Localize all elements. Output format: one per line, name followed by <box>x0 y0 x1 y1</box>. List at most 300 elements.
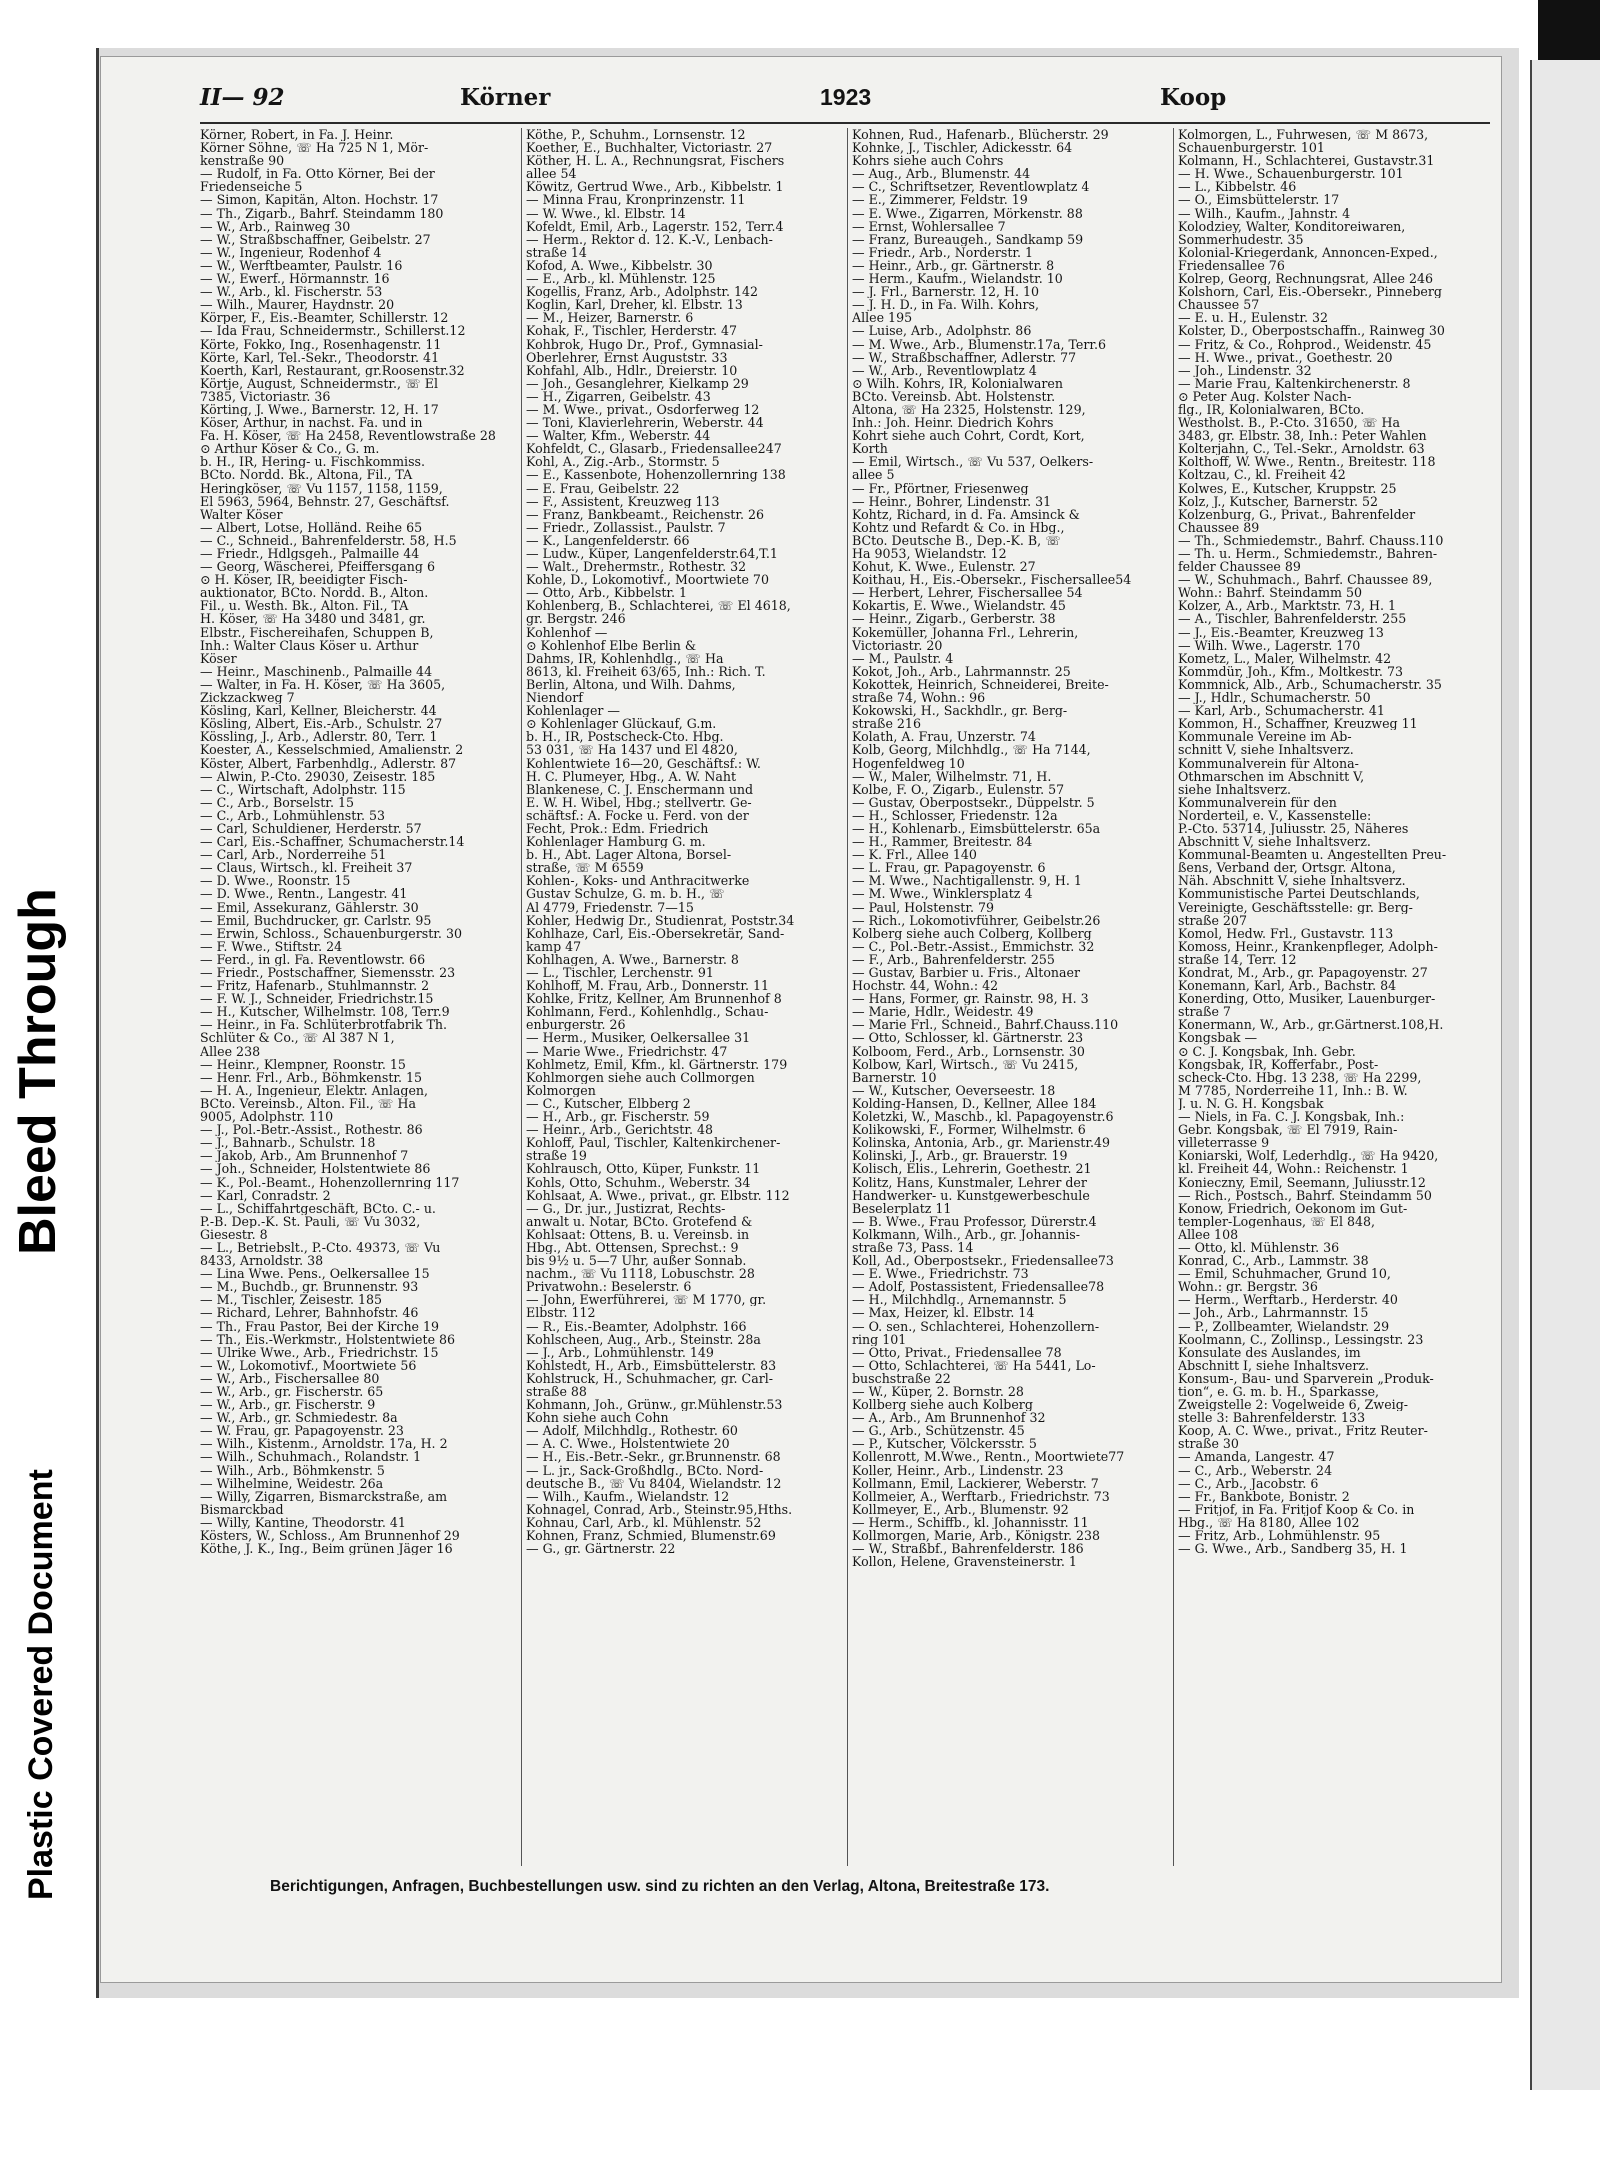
directory-line: — Marie, Hdlr., Weidestr. 49 <box>852 1005 1034 1019</box>
directory-line: — R., Eis.-Beamter, Adolphstr. 166 <box>526 1319 747 1333</box>
directory-line: Kolboom, Ferd., Arb., Lornsenstr. 30 <box>852 1044 1085 1058</box>
directory-line: Konrad, C., Arb., Lammstr. 38 <box>1178 1254 1369 1268</box>
directory-line: Konermann, W., Arb., gr.Gärtnerst.108,H. <box>1178 1018 1444 1032</box>
directory-line: — Rudolf, in Fa. Otto Körner, Bei der <box>200 167 435 181</box>
directory-line: — Carl, Schuldiener, Herderstr. 57 <box>200 821 422 836</box>
directory-line: Kolkmann, Wilh., Arb., gr. Johannis- <box>852 1227 1080 1241</box>
directory-line: Köthe, P., Schuhm., Lornsenstr. 12 <box>526 128 746 142</box>
directory-line: — Walter, in Fa. H. Köser, ☏ Ha 3605, <box>200 677 446 692</box>
directory-line: Kollmeier, A., Werftarb., Friedrichstr. 73 <box>852 1489 1110 1503</box>
directory-line: straße 30 <box>1178 1437 1239 1451</box>
directory-line: BCto. Vereinsb. Abt. Holstenstr. <box>852 389 1056 403</box>
directory-line: Kommunalverein für Altona- <box>1178 756 1359 770</box>
directory-line: Elbstr. 112 <box>526 1306 596 1320</box>
directory-line: Kolzer, A., Arb., Marktstr. 73, H. 1 <box>1178 599 1397 613</box>
plastic-covered-label: Plastic Covered Document <box>22 1469 60 1900</box>
directory-line: — H., Arb., gr. Fischerstr. 59 <box>526 1110 710 1124</box>
directory-line: J. u. N. G. H. Kongsbak <box>1178 1096 1324 1111</box>
directory-line: H. C. Plumeyer, Hbg., A. W. Naht <box>526 769 737 783</box>
directory-line: — H. Wwe., privat., Goethestr. 20 <box>1178 350 1393 364</box>
directory-line: — Fritz, Arb., Lohmühlenstr. 95 <box>1178 1529 1381 1543</box>
directory-line: Kommdür, Joh., Kfm., Moltkestr. 73 <box>1178 664 1403 678</box>
directory-line: — Friedr., Postschaffner, Siemensstr. 23 <box>200 966 456 980</box>
directory-line: Kösters, W., Schloss., Am Brunnenhof 29 <box>200 1529 460 1543</box>
directory-line: Kohtz und Refardt & Co. in Hbg., <box>852 520 1065 534</box>
directory-line: — F. Wwe., Stiftstr. 24 <box>200 939 343 953</box>
directory-line: Körte, Fokko, Ing., Rosenhagenstr. 11 <box>200 337 442 351</box>
directory-line: Kolster, D., Oberpostschaffn., Rainweg 30 <box>1178 324 1445 338</box>
directory-line: straße 14 <box>526 245 587 259</box>
directory-line: Fecht, Prok.: Edm. Friedrich <box>526 821 709 836</box>
directory-line: — Emil, Wirtsch., ☏ Vu 537, Oelkers- <box>852 455 1094 469</box>
directory-line: Konsum-, Bau- und Sparverein „Produk- <box>1178 1371 1434 1385</box>
directory-line: — Otto, Privat., Friedensallee 78 <box>852 1345 1062 1359</box>
directory-line: auktionator, BCto. Nordd. B., Alton. <box>200 586 429 600</box>
directory-line: — E., Arb., kl. Mühlenstr. 125 <box>526 272 716 286</box>
directory-line: — G. Wwe., Arb., Sandberg 35, H. 1 <box>1178 1542 1408 1556</box>
directory-line: — J., Bahnarb., Schulstr. 18 <box>200 1136 376 1150</box>
directory-line: — Wilh., Schuhmach., Rolandstr. 1 <box>200 1450 422 1464</box>
column-divider <box>1173 128 1174 1866</box>
directory-line: Walter Köser <box>200 507 283 521</box>
directory-line: — Franz, Bureaugeh., Sandkamp 59 <box>852 232 1084 246</box>
directory-line: — Otto, Schlachterei, ☏ Ha 5441, Lo- <box>852 1358 1096 1372</box>
directory-line: Körting, J. Wwe., Barnerstr. 12, H. 17 <box>200 402 439 417</box>
directory-line: Allee 108 <box>1178 1227 1239 1241</box>
directory-line: straße 14, Terr. 12 <box>1178 952 1297 966</box>
directory-line: ⊙ Wilh. Kohrs, IR, Kolonialwaren <box>852 376 1063 390</box>
directory-line: Kohlmorgen siehe auch Collmorgen <box>526 1070 755 1084</box>
directory-line: Friedenseiche 5 <box>200 180 303 194</box>
directory-line: — H., Zigarren, Geibelstr. 43 <box>526 389 711 403</box>
directory-line: — F. W. J., Schneider, Friedrichstr.15 <box>200 992 434 1006</box>
directory-line: kenstraße 90 <box>200 154 285 168</box>
directory-line: Kolthoff, W. Wwe., Rentn., Breitestr. 118 <box>1178 455 1436 469</box>
directory-line: b. H., Abt. Lager Altona, Borsel- <box>526 848 732 862</box>
directory-line: — M., Heizer, Barnerstr. 6 <box>526 311 694 325</box>
directory-line: Kommon, H., Schaffner, Kreuzweg 11 <box>1178 717 1418 731</box>
column-divider <box>521 128 522 1866</box>
directory-line: — Ida Frau, Schneidermstr., Schillerst.12 <box>200 324 466 338</box>
directory-line: — Karl, Conradstr. 2 <box>200 1188 331 1202</box>
directory-line: Allee 238 <box>200 1044 261 1058</box>
directory-line: — Heinr., Arb., gr. Gärtnerstr. 8 <box>852 258 1055 273</box>
directory-line: Dahms, IR, Kohlenhdlg., ☏ Ha <box>526 651 724 665</box>
directory-line: 8433, Arnoldstr. 38 <box>200 1254 324 1268</box>
directory-line: — Joh., Arb., Lahrmannstr. 15 <box>1178 1306 1369 1320</box>
directory-line: scheck-Cto. Hbg. 13 238, ☏ Ha 2299, <box>1178 1070 1422 1084</box>
directory-line: — Willy, Kantine, Theodorstr. 41 <box>200 1515 406 1530</box>
directory-line: — Fr., Pförtner, Friesenweg <box>852 481 1029 495</box>
directory-line: Kommnick, Alb., Arb., Schumacherstr. 35 <box>1178 677 1442 692</box>
directory-line: — Th., Eis.-Werkmstr., Holstentwiete 86 <box>200 1332 456 1346</box>
directory-line: — Herbert, Lehrer, Fischersallee 54 <box>852 586 1083 600</box>
directory-line: — L., Tischler, Lerchenstr. 91 <box>526 966 714 980</box>
header-last-entry: Koop <box>1160 84 1227 111</box>
directory-line: Köser, Arthur, in nachst. Fa. und in <box>200 416 423 430</box>
directory-line: — Alwin, P.-Cto. 29030, Zeisestr. 185 <box>200 769 436 783</box>
directory-line: 3483, gr. Elbstr. 38, Inh.: Peter Wahlen <box>1178 429 1427 443</box>
directory-line: — Otto, Arb., Kibbelstr. 1 <box>526 586 688 600</box>
directory-line: — Richard, Lehrer, Bahnhofstr. 46 <box>200 1306 419 1320</box>
directory-line: — H., Rammer, Breitestr. 84 <box>852 835 1033 849</box>
directory-line: allee 54 <box>526 167 577 181</box>
directory-line: Privatwohn.: Beselerstr. 6 <box>526 1280 692 1294</box>
directory-line: Kohlentwiete 16—20, Geschäftsf.: W. <box>526 756 761 770</box>
directory-line: Körper, F., Eis.-Beamter, Schillerstr. 12 <box>200 311 449 325</box>
directory-line: Kolb, Georg, Milchhdlg., ☏ Ha 7144, <box>852 743 1091 757</box>
directory-line: Kohlstruck, H., Schuhmacher, gr. Carl- <box>526 1371 774 1385</box>
directory-line: Koerth, Karl, Restaurant, gr.Roosenstr.32 <box>200 363 465 377</box>
directory-line: — F., Arb., Bahrenfelderstr. 255 <box>852 952 1055 966</box>
directory-line: — Wilh. Wwe., Lagerstr. 170 <box>1178 638 1361 652</box>
directory-line: — W., Arb., gr. Fischerstr. 9 <box>200 1398 376 1412</box>
directory-line: flg., IR, Kolonialwaren, BCto. <box>1178 402 1365 417</box>
directory-line: Kohlhagen, A. Wwe., Barnerstr. 8 <box>526 952 739 966</box>
directory-line: — Herm., Schiffb., kl. Johannisstr. 11 <box>852 1515 1089 1530</box>
directory-line: Kokowski, H., Sackhdlr., gr. Berg- <box>852 704 1068 718</box>
directory-line: — Th., Frau Pastor, Bei der Kirche 19 <box>200 1319 440 1333</box>
directory-line: — Herm., Rektor d. 12. K.-V., Lenbach- <box>526 232 773 246</box>
directory-line: — J. H. D., in Fa. Wilh. Kohrs, <box>852 298 1040 312</box>
directory-line: — C., Arb., Lohmühlenstr. 53 <box>200 808 385 822</box>
directory-line: — M. Wwe., privat., Osdorferweg 12 <box>526 402 760 417</box>
directory-line: Koop, A. C. Wwe., privat., Fritz Reuter- <box>1178 1424 1428 1438</box>
directory-line: Koolmann, C., Zollinsp., Lessingstr. 23 <box>1178 1332 1424 1346</box>
directory-line: — H., Kohlenarb., Eimsbüttelerstr. 65a <box>852 821 1101 836</box>
directory-line: allee 5 <box>852 468 895 482</box>
publisher-footer: Berichtigungen, Anfragen, Buchbestellungen usw. sind zu richten an den Verlag, Altona, Breitestraße 173. <box>270 1878 1050 1895</box>
directory-line: — W. Frau, gr. Papagoyenstr. 23 <box>200 1424 404 1438</box>
directory-line: — Friedr., Zollassist., Paulstr. 7 <box>526 520 726 534</box>
directory-line: — E., Zimmerer, Feldstr. 19 <box>852 193 1028 207</box>
directory-line: Kolrep, Georg, Rechnungsrat, Allee 246 <box>1178 272 1434 286</box>
directory-line: buschstraße 22 <box>852 1371 951 1385</box>
directory-line: Niendorf <box>526 691 583 705</box>
directory-line: Kokot, Joh., Arb., Lahrmannstr. 25 <box>852 664 1071 678</box>
directory-line: Kolbow, Karl, Wirtsch., ☏ Vu 2415, <box>852 1057 1079 1071</box>
directory-line: — J., Hdlr., Schumacherstr. 50 <box>1178 691 1371 705</box>
directory-line: — Aug., Arb., Blumenstr. 44 <box>852 167 1031 181</box>
directory-line: — L., Schiffahrtgeschäft, BCto. C.- u. <box>200 1201 436 1215</box>
directory-line: — C., Kutscher, Elbberg 2 <box>526 1096 691 1111</box>
directory-line: Komoss, Heinr., Krankenpfleger, Adolph- <box>1178 939 1438 953</box>
directory-line: — W., Arb., Fischersallee 80 <box>200 1371 380 1385</box>
column-3 <box>852 128 1168 1908</box>
column-divider <box>847 128 848 1866</box>
directory-line: — O., Eimsbüttelerstr. 17 <box>1178 193 1340 207</box>
directory-line: — Friedr., Arb., Norderstr. 1 <box>852 245 1034 259</box>
directory-line: 9005, Adolphstr. 110 <box>200 1110 334 1124</box>
directory-line: straße 74, Wohn.: 96 <box>852 691 986 705</box>
directory-line: Kohlsaat: Ottens, B. u. Vereinsb. in <box>526 1227 750 1241</box>
directory-line: Gustav Schulze, G. m. b. H., ☏ <box>526 887 725 901</box>
directory-line: Heringköser, ☏ Vu 1157, 1158, 1159, <box>200 481 443 495</box>
directory-line: Köther, H. L. A., Rechnungsrat, Fischers <box>526 154 785 168</box>
directory-line: — A., Tischler, Bahrenfelderstr. 255 <box>1178 612 1407 626</box>
directory-line: — E. Wwe., Zigarren, Mörkenstr. 88 <box>852 206 1083 220</box>
directory-line: Hbg., ☏ Ha 8180, Allee 102 <box>1178 1515 1360 1530</box>
directory-line: — Th. u. Herm., Schmiedemstr., Bahren- <box>1178 547 1438 561</box>
directory-line: Kolath, A. Frau, Unzerstr. 74 <box>852 730 1036 744</box>
directory-line: 53 031, ☏ Ha 1437 und El 4820, <box>526 743 738 757</box>
directory-line: ⊙ Kohlenlager Glückauf, G.m. <box>526 717 717 731</box>
directory-line: — Georg, Wäscherei, Pfeiffersgang 6 <box>200 560 435 574</box>
directory-line: — G., Dr. jur., Justizrat, Rechts- <box>526 1201 726 1215</box>
directory-line: — Toni, Klavierlehrerin, Weberstr. 44 <box>526 416 764 430</box>
directory-line: — Joh., Lindenstr. 32 <box>1178 363 1312 377</box>
directory-line: — K. Frl., Allee 140 <box>852 848 977 862</box>
directory-line: Kolmann, H., Schlachterei, Gustavstr.31 <box>1178 154 1435 168</box>
directory-line: Kohfahl, Alb., Hdlr., Dreierstr. 10 <box>526 363 738 377</box>
directory-line: Gebr. Kongsbak, ☏ El 7919, Rain- <box>1178 1123 1398 1137</box>
directory-line: felder Chaussee 89 <box>1178 560 1301 574</box>
directory-line: Kolodziey, Walter, Konditoreiwaren, <box>1178 219 1406 233</box>
directory-line: — C., Arb., Borselstr. 15 <box>200 795 354 809</box>
directory-line: ⊙ Kohlenhof Elbe Berlin & <box>526 638 697 652</box>
directory-line: — Herm., Musiker, Oelkersallee 31 <box>526 1031 751 1045</box>
directory-line: — W., Lokomotivf., Moortwiete 56 <box>200 1358 417 1372</box>
directory-line: 8613, kl. Freiheit 63/65, Inh.: Rich. T. <box>526 664 766 678</box>
directory-line: Kohnke, J., Tischler, Adickesstr. 64 <box>852 141 1073 155</box>
directory-line: — W., Straßbschaffner, Adlerstr. 77 <box>852 350 1077 364</box>
directory-line: stelle 3: Bahrenfelderstr. 133 <box>1178 1411 1366 1425</box>
directory-line: — Albert, Lotse, Holländ. Reihe 65 <box>200 520 423 534</box>
directory-line: — H., Eis.-Betr.-Sekr., gr.Brunnenstr. 68 <box>526 1450 781 1464</box>
directory-line: kamp 47 <box>526 939 582 953</box>
directory-line: — Heinr., Maschinenb., Palmaille 44 <box>200 664 433 678</box>
directory-line: P.-B. Dep.-K. St. Pauli, ☏ Vu 3032, <box>200 1214 421 1228</box>
directory-line: Beselerplatz 11 <box>852 1201 952 1215</box>
directory-line: Kohler, Hedwig Dr., Studienrat, Poststr.34 <box>526 913 795 927</box>
directory-line: Koglin, Karl, Dreher, kl. Elbstr. 13 <box>526 298 743 312</box>
directory-line: Kollmorgen, Marie, Arb., Königstr. 238 <box>852 1529 1101 1543</box>
directory-line: — H., Kutscher, Wilhelmstr. 108, Terr.9 <box>200 1005 450 1019</box>
directory-line: — W., Arb., Rainweg 30 <box>200 219 351 233</box>
directory-line: Kometz, L., Maler, Wilhelmstr. 42 <box>1178 651 1392 665</box>
directory-line: E. W. H. Wibel, Hbg.; stellvertr. Ge- <box>526 795 752 809</box>
directory-line: kl. Freiheit 44, Wohn.: Reichenstr. 1 <box>1178 1162 1409 1176</box>
directory-line: — M. Wwe., Arb., Blumenstr.17a, Terr.6 <box>852 337 1107 351</box>
directory-line: — W., Ewerf., Hörmannstr. 16 <box>200 272 390 286</box>
directory-line: — M., Tischler, Zeisestr. 185 <box>200 1293 383 1307</box>
directory-line: Kohle, D., Lokomotivf., Moortwiete 70 <box>526 573 769 587</box>
directory-line: — W., Arb., gr. Schmiedestr. 8a <box>200 1411 398 1425</box>
directory-line: — Emil, Schuhmacher, Grund 10, <box>1178 1267 1391 1281</box>
scan-corner-shadow <box>1538 0 1600 60</box>
directory-line: Koltzau, C., kl. Freiheit 42 <box>1178 468 1346 482</box>
directory-line: ⊙ Peter Aug. Kolster Nach- <box>1178 389 1352 403</box>
directory-line: Kommunalverein für den <box>1178 795 1337 809</box>
directory-line: — Fritz, & Co., Rohprod., Weidenstr. 45 <box>1178 337 1432 351</box>
directory-line: Chaussee 89 <box>1178 520 1260 534</box>
directory-line: Schlüter & Co., ☏ Al 387 N 1, <box>200 1031 395 1045</box>
directory-line: — John, Ewerführerei, ☏ M 1770, gr. <box>526 1293 767 1307</box>
directory-line: — Jakob, Arb., Am Brunnenhof 7 <box>200 1149 409 1163</box>
directory-line: Kolmorgen, L., Fuhrwesen, ☏ M 8673, <box>1178 128 1429 142</box>
directory-line: — W., Schuhmach., Bahrf. Chaussee 89, <box>1178 573 1433 587</box>
directory-line: — Emil, Assekuranz, Gählerstr. 30 <box>200 900 419 914</box>
directory-line: — Fritjof, in Fa. Fritjof Koop & Co. in <box>1178 1502 1415 1516</box>
directory-line: — Minna Frau, Kronprinzenstr. 11 <box>526 193 746 207</box>
directory-line: Elbstr., Fischereihafen, Schuppen B, <box>200 625 434 639</box>
directory-line: — Karl, Arb., Schumacherstr. 41 <box>1178 704 1385 718</box>
directory-line: — Franz, Bankbeamt., Reichenstr. 26 <box>526 507 765 521</box>
directory-line: Berlin, Altona, und Wilh. Dahms, <box>526 677 736 692</box>
directory-line: — M. Wwe., Winklersplatz 4 <box>852 887 1033 901</box>
directory-line: Kolinska, Antonia, Arb., gr. Marienstr.49 <box>852 1136 1111 1150</box>
directory-line: Kohak, F., Tischler, Herderstr. 47 <box>526 324 738 338</box>
directory-line: Kohrt siehe auch Cohrt, Cordt, Kort, <box>852 429 1085 443</box>
directory-line: Chaussee 57 <box>1178 298 1260 312</box>
directory-line: enburgerstr. 26 <box>526 1018 626 1032</box>
directory-line: templer-Logenhaus, ☏ El 848, <box>1178 1214 1376 1228</box>
directory-line: — Wilh., Kistenm., Arnoldstr. 17a, H. 2 <box>200 1437 448 1451</box>
directory-line: Hochstr. 44, Wohn.: 42 <box>852 979 999 993</box>
header-rule <box>200 122 1490 124</box>
directory-line: Koll, Ad., Oberpostsekr., Friedensallee73 <box>852 1254 1114 1268</box>
directory-line: — P., Zollbeamter, Wielandstr. 29 <box>1178 1319 1390 1333</box>
directory-line: — Lina Wwe. Pens., Oelkersallee 15 <box>200 1267 430 1281</box>
directory-line: — C., Schriftsetzer, Reventlowplatz 4 <box>852 180 1090 194</box>
directory-line: Kolberg siehe auch Colberg, Kollberg <box>852 926 1092 940</box>
directory-line: — Paul, Holstenstr. 79 <box>852 900 995 914</box>
directory-line: — P., Kutscher, Völckersstr. 5 <box>852 1437 1037 1451</box>
directory-line: b. H., IR, Hering- u. Fischkommiss. <box>200 455 426 469</box>
directory-line: — Gustav, Barbier u. Fris., Altonaer <box>852 966 1081 980</box>
directory-line: — H., Schlosser, Friedenstr. 12a <box>852 808 1058 822</box>
directory-line: b. H., IR, Postscheck-Cto. Hbg. <box>526 730 724 744</box>
directory-line: straße 207 <box>1178 913 1247 927</box>
directory-line: Kondrat, M., Arb., gr. Papagoyenstr. 27 <box>1178 966 1428 980</box>
directory-line: straße, ☏ M 6559 <box>526 861 644 875</box>
directory-line: Kohl, A., Zig.-Arb., Stormstr. 5 <box>526 455 720 469</box>
directory-line: Kollberg siehe auch Kolberg <box>852 1398 1033 1412</box>
directory-line: Abschnitt V, siehe Inhaltsverz. <box>1178 835 1371 849</box>
directory-line: — G., Arb., Schützenstr. 45 <box>852 1424 1025 1438</box>
directory-line: Kohnagel, Conrad, Arb., Steinstr.95,Hths. <box>526 1502 793 1516</box>
directory-line: Koniarski, Wolf, Lederhdlg., ☏ Ha 9420, <box>1178 1149 1439 1163</box>
directory-line: Kolinski, J., Arb., gr. Brauerstr. 19 <box>852 1149 1068 1163</box>
directory-line: — Fritz, Hafenarb., Stuhlmannstr. 2 <box>200 979 430 993</box>
directory-line: siehe Inhaltsverz. <box>1178 782 1291 796</box>
directory-line: Kohfeldt, C., Glasarb., Friedensallee247 <box>526 442 782 456</box>
directory-line: Kommunistische Partei Deutschlands, <box>1178 887 1420 901</box>
directory-line: Kohlmetz, Emil, Kfm., kl. Gärtnerstr. 179 <box>526 1057 788 1071</box>
directory-line: — O. sen., Schlachterei, Hohenzollern- <box>852 1319 1100 1333</box>
directory-line: Bismarckbad <box>200 1502 284 1516</box>
directory-line: — Heinr., Bohrer, Lindenstr. 31 <box>852 494 1052 508</box>
directory-line: Wohn.: gr. Bergstr. 36 <box>1178 1280 1318 1294</box>
directory-line: straße 73, Pass. 14 <box>852 1240 974 1255</box>
directory-line: — Joh., Gesanglehrer, Kielkamp 29 <box>526 376 749 390</box>
directory-line: — D. Wwe., Roonstr. 15 <box>200 874 351 888</box>
directory-line: — Heinr., in Fa. Schlüterbrotfabrik Th. <box>200 1018 447 1032</box>
directory-line: — Wilh., Kaufm., Wielandstr. 12 <box>526 1489 730 1503</box>
directory-line: Westholst. B., P.-Cto. 31650, ☏ Ha <box>1178 416 1400 430</box>
directory-line: ⊙ H. Köser, IR, beeidigter Fisch- <box>200 573 408 587</box>
directory-line: — C., Arb., Jacobstr. 6 <box>1178 1476 1319 1490</box>
directory-line: — Herm., Kaufm., Wielandstr. 10 <box>852 272 1063 286</box>
directory-line: — A. C. Wwe., Holstentwiete 20 <box>526 1437 730 1451</box>
directory-line: straße 216 <box>852 717 921 731</box>
directory-line: — Adolf, Postassistent, Friedensallee78 <box>852 1280 1105 1294</box>
directory-line: Kongsbak — <box>1178 1031 1258 1045</box>
directory-line: Kolmorgen <box>526 1083 596 1097</box>
directory-line: Kolz, J., Kutscher, Barnerstr. 52 <box>1178 494 1378 508</box>
directory-line: — W., Küper, 2. Bornstr. 28 <box>852 1385 1024 1399</box>
directory-line: Konemann, Karl, Arb., Bachstr. 84 <box>1178 979 1397 993</box>
directory-line: schäftsf.: A. Focke u. Ferd. von der <box>526 808 749 822</box>
directory-line: — Willy, Zigarren, Bismarckstraße, am <box>200 1489 448 1503</box>
directory-line: Körner Söhne, ☏ Ha 725 N 1, Mör- <box>200 141 429 155</box>
directory-line: Konieczny, Emil, Seemann, Juliusstr.12 <box>1178 1175 1426 1189</box>
directory-line: Kommunal-Beamten u. Angestellten Preu- <box>1178 848 1447 862</box>
directory-line: Kösling, Albert, Eis.-Arb., Schulstr. 27 <box>200 717 443 731</box>
directory-line: Abschnitt I, siehe Inhaltsverz. <box>1178 1358 1370 1372</box>
directory-line: Kofod, A. Wwe., Kibbelstr. 30 <box>526 258 713 273</box>
directory-line: Kohut, K. Wwe., Eulenstr. 27 <box>852 560 1036 574</box>
directory-line: — W., Arb., gr. Fischerstr. 65 <box>200 1385 384 1399</box>
directory-line: — W., Straßbschaffner, Geibelstr. 27 <box>200 232 431 246</box>
directory-line: schnitt V, siehe Inhaltsverz. <box>1178 743 1354 757</box>
directory-line: Körte, Karl, Tel.-Sekr., Theodorstr. 41 <box>200 350 440 364</box>
directory-line: straße 19 <box>526 1149 587 1163</box>
directory-line: Kolitz, Hans, Kunstmaler, Lehrer der <box>852 1175 1087 1189</box>
directory-line: — C., Arb., Weberstr. 24 <box>1178 1463 1333 1477</box>
directory-line: — J., Arb., Lohmühlenstr. 149 <box>526 1345 714 1359</box>
directory-line: Ha 9053, Wielandstr. 12 <box>852 547 1007 561</box>
directory-line: — G., gr. Gärtnerstr. 22 <box>526 1542 676 1556</box>
directory-line: Näh. Abschnitt V, siehe Inhaltsverz. <box>1178 874 1406 888</box>
directory-line: Kohbrok, Hugo Dr., Prof., Gymnasial- <box>526 337 763 351</box>
directory-line: — K., Pol.-Beamt., Hohenzollernring 117 <box>200 1175 460 1189</box>
directory-line: Konsulate des Auslandes, im <box>1178 1345 1361 1359</box>
directory-line: Oberlehrer, Ernst Auguststr. 33 <box>526 350 728 364</box>
directory-line: — Amanda, Langestr. 47 <box>1178 1450 1335 1464</box>
directory-line: — Adolf, Milchhdlg., Rothestr. 60 <box>526 1424 738 1438</box>
directory-line: — Marie Frau, Kaltenkirchenerstr. 8 <box>1178 376 1411 390</box>
directory-line: Kolzenburg, G., Privat., Bahrenfelder <box>1178 507 1416 521</box>
directory-line: Kohnen, Franz, Schmied, Blumenstr.69 <box>526 1529 776 1543</box>
directory-line: Kolwes, E., Kutscher, Kruppstr. 25 <box>1178 481 1397 495</box>
directory-line: — E. Wwe., Friedrichstr. 73 <box>852 1267 1029 1281</box>
directory-line: Kösling, Karl, Kellner, Bleicherstr. 44 <box>200 704 437 718</box>
directory-line: — Walt., Drehermstr., Rothestr. 32 <box>526 560 747 574</box>
directory-line: — W., Straßbf., Bahrenfelderstr. 186 <box>852 1542 1084 1556</box>
directory-line: Kolshorn, Carl, Eis.-Obersekr., Pinneberg <box>1178 285 1442 299</box>
directory-line: — Marie Wwe., Friedrichstr. 47 <box>526 1044 728 1058</box>
directory-line: Kohmann, Joh., Grünw., gr.Mühlenstr.53 <box>526 1398 783 1412</box>
directory-line: — Ferd., in gl. Fa. Reventlowstr. 66 <box>200 952 426 966</box>
directory-line: El 5963, 5964, Behnstr. 27, Geschäftsf. <box>200 494 450 508</box>
directory-line: — Henr. Frl., Arb., Böhmkenstr. 15 <box>200 1070 423 1084</box>
directory-line: Kohlhaze, Carl, Eis.-Obersekretär, Sand- <box>526 926 785 940</box>
directory-line: Kohls, Otto, Schuhm., Weberstr. 34 <box>526 1175 751 1189</box>
directory-line: Al 4779, Friedenstr. 7—15 <box>526 900 694 914</box>
directory-line: ring 101 <box>852 1332 907 1346</box>
directory-line: — M., Buchdb., gr. Brunnenstr. 93 <box>200 1280 419 1294</box>
side-labels <box>0 0 90 2177</box>
bleed-through-label: Bleed Through <box>9 888 67 1255</box>
directory-line: straße 7 <box>1178 1005 1231 1019</box>
directory-line: — Luise, Arb., Adolphstr. 86 <box>852 324 1032 338</box>
directory-columns <box>200 128 1492 1908</box>
directory-line: — L., Betriebslt., P.-Cto. 49373, ☏ Vu <box>200 1240 441 1255</box>
column-2 <box>526 128 842 1908</box>
directory-line: straße 88 <box>526 1385 587 1399</box>
directory-line: — Rich., Lokomotivführer, Geibelstr.26 <box>852 913 1101 927</box>
